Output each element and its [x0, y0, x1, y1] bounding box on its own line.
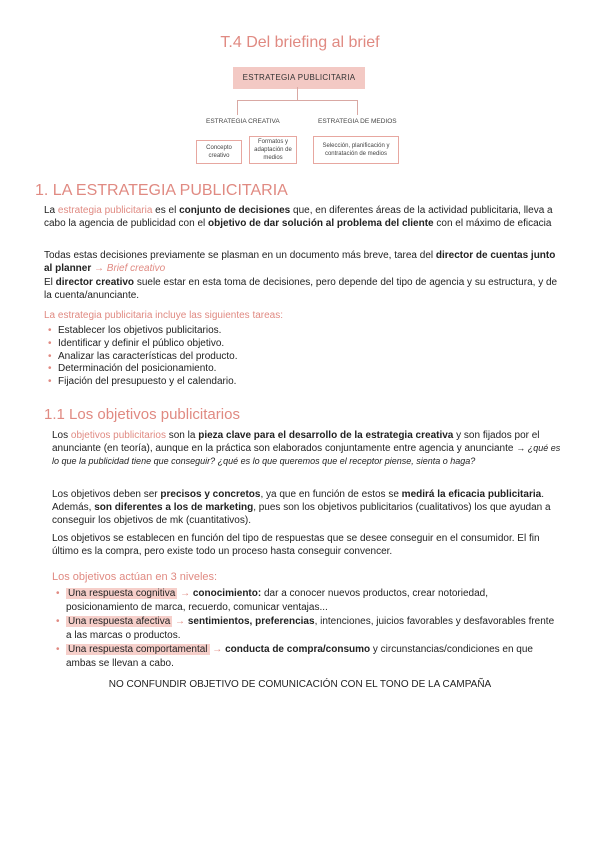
diagram-connector [237, 100, 358, 101]
closing-note: NO CONFUNDIR OBJETIVO DE COMUNICACIÓN CON EL TONO DE LA CAMPAÑA [108, 679, 492, 690]
section1-paragraph-2: Todas estas decisiones previamente se plasman en un documento más breve, tarea del director de cuentas junto al planner → Brief creativo [44, 250, 556, 274]
page-title: T.4 Del briefing al brief [220, 34, 380, 51]
diagram-label-creative: ESTRATEGIA CREATIVA [206, 118, 280, 125]
section11-paragraph-1: Los objetivos publicitarios son la pieza clave para el desarrollo de la estrategia creativa y son fijados por el anunciante (en teoría), aunque en la práctica son elaborados conjuntamente entre agencia y anunciante → ¿qué es lo que la publicidad tiene que conseguir? ¿qué es lo que queremos que el receptor piense, sienta o haga? [52, 430, 561, 466]
tasks-heading: La estrategia publicitaria incluye las siguientes tareas: [44, 310, 284, 321]
list-item: • Identificar y definir el público objetivo. [48, 338, 548, 351]
diagram-main-box: ESTRATEGIA PUBLICITARIA [233, 67, 365, 89]
list-item: • Una respuesta afectiva → sentimientos, preferencias, intenciones, juicios favorables y desfavorables frente a las marcas o productos. [56, 615, 561, 643]
section-heading-1: 1. LA ESTRATEGIA PUBLICITARIA [35, 182, 288, 199]
list-item: • Determinación del posicionamiento. [48, 363, 548, 376]
level-tag: Una respuesta cognitiva [68, 588, 176, 599]
diagram-connector [357, 100, 358, 115]
diagram-connector [297, 87, 298, 100]
diagram-box-media-selection: Selección, planificación y contratación de medios [313, 136, 399, 164]
diagram-label-media: ESTRATEGIA DE MEDIOS [318, 118, 397, 125]
tasks-list [48, 325, 548, 389]
diagram-box-concept: Concepto creativo [196, 140, 242, 164]
levels-list [56, 587, 561, 671]
diagram-box-formats: Formatos y adaptación de medios [249, 136, 297, 164]
list-item: • Una respuesta comportamental → conducta de compra/consumo y circunstancias/condiciones en que ambas se llevan a cabo. [56, 643, 561, 671]
list-item: • Fijación del presupuesto y el calendario. [48, 376, 548, 389]
list-item: • Una respuesta cognitiva → conocimiento: dar a conocer nuevos productos, crear notoriedad, posicionamiento de marca, recuerdo, comunicar ventajas... [56, 587, 561, 615]
section11-paragraph-3: Los objetivos se establecen en función del tipo de respuestas que se desee conseguir en el consumidor. El fin último es la compra, pero existe todo un proceso hasta conseguir convencer. [52, 533, 540, 557]
list-item: • Analizar las características del producto. [48, 351, 548, 364]
section1-paragraph-1: La estrategia publicitaria es el conjunto de decisiones que, en diferentes áreas de la actividad publicitaria, lleva a cabo la agencia de publicidad con el objetivo de dar solución al problema del cliente con el máximo de eficacia [44, 205, 553, 229]
diagram-connector [237, 100, 238, 115]
section-heading-1-1: 1.1 Los objetivos publicitarios [44, 406, 240, 423]
level-tag: Una respuesta afectiva [68, 616, 171, 627]
level-tag: Una respuesta comportamental [68, 644, 208, 655]
list-item: • Establecer los objetivos publicitarios. [48, 325, 548, 338]
levels-heading: Los objetivos actúan en 3 niveles: [52, 571, 218, 583]
section11-paragraph-2: Los objetivos deben ser precisos y concretos, ya que en función de estos se medirá la eficacia publicitaria. Además, son diferentes a los de marketing, pues son los objetivos publicitarios (cualitativos) los que ayudan a conseguir los objetivos de mk (cuantitativos). [52, 489, 551, 526]
section1-paragraph-3: El director creativo suele estar en esta toma de decisiones, pero depende del tipo de agencia y su estructura, y de la cuenta/anunciante. [44, 277, 558, 301]
